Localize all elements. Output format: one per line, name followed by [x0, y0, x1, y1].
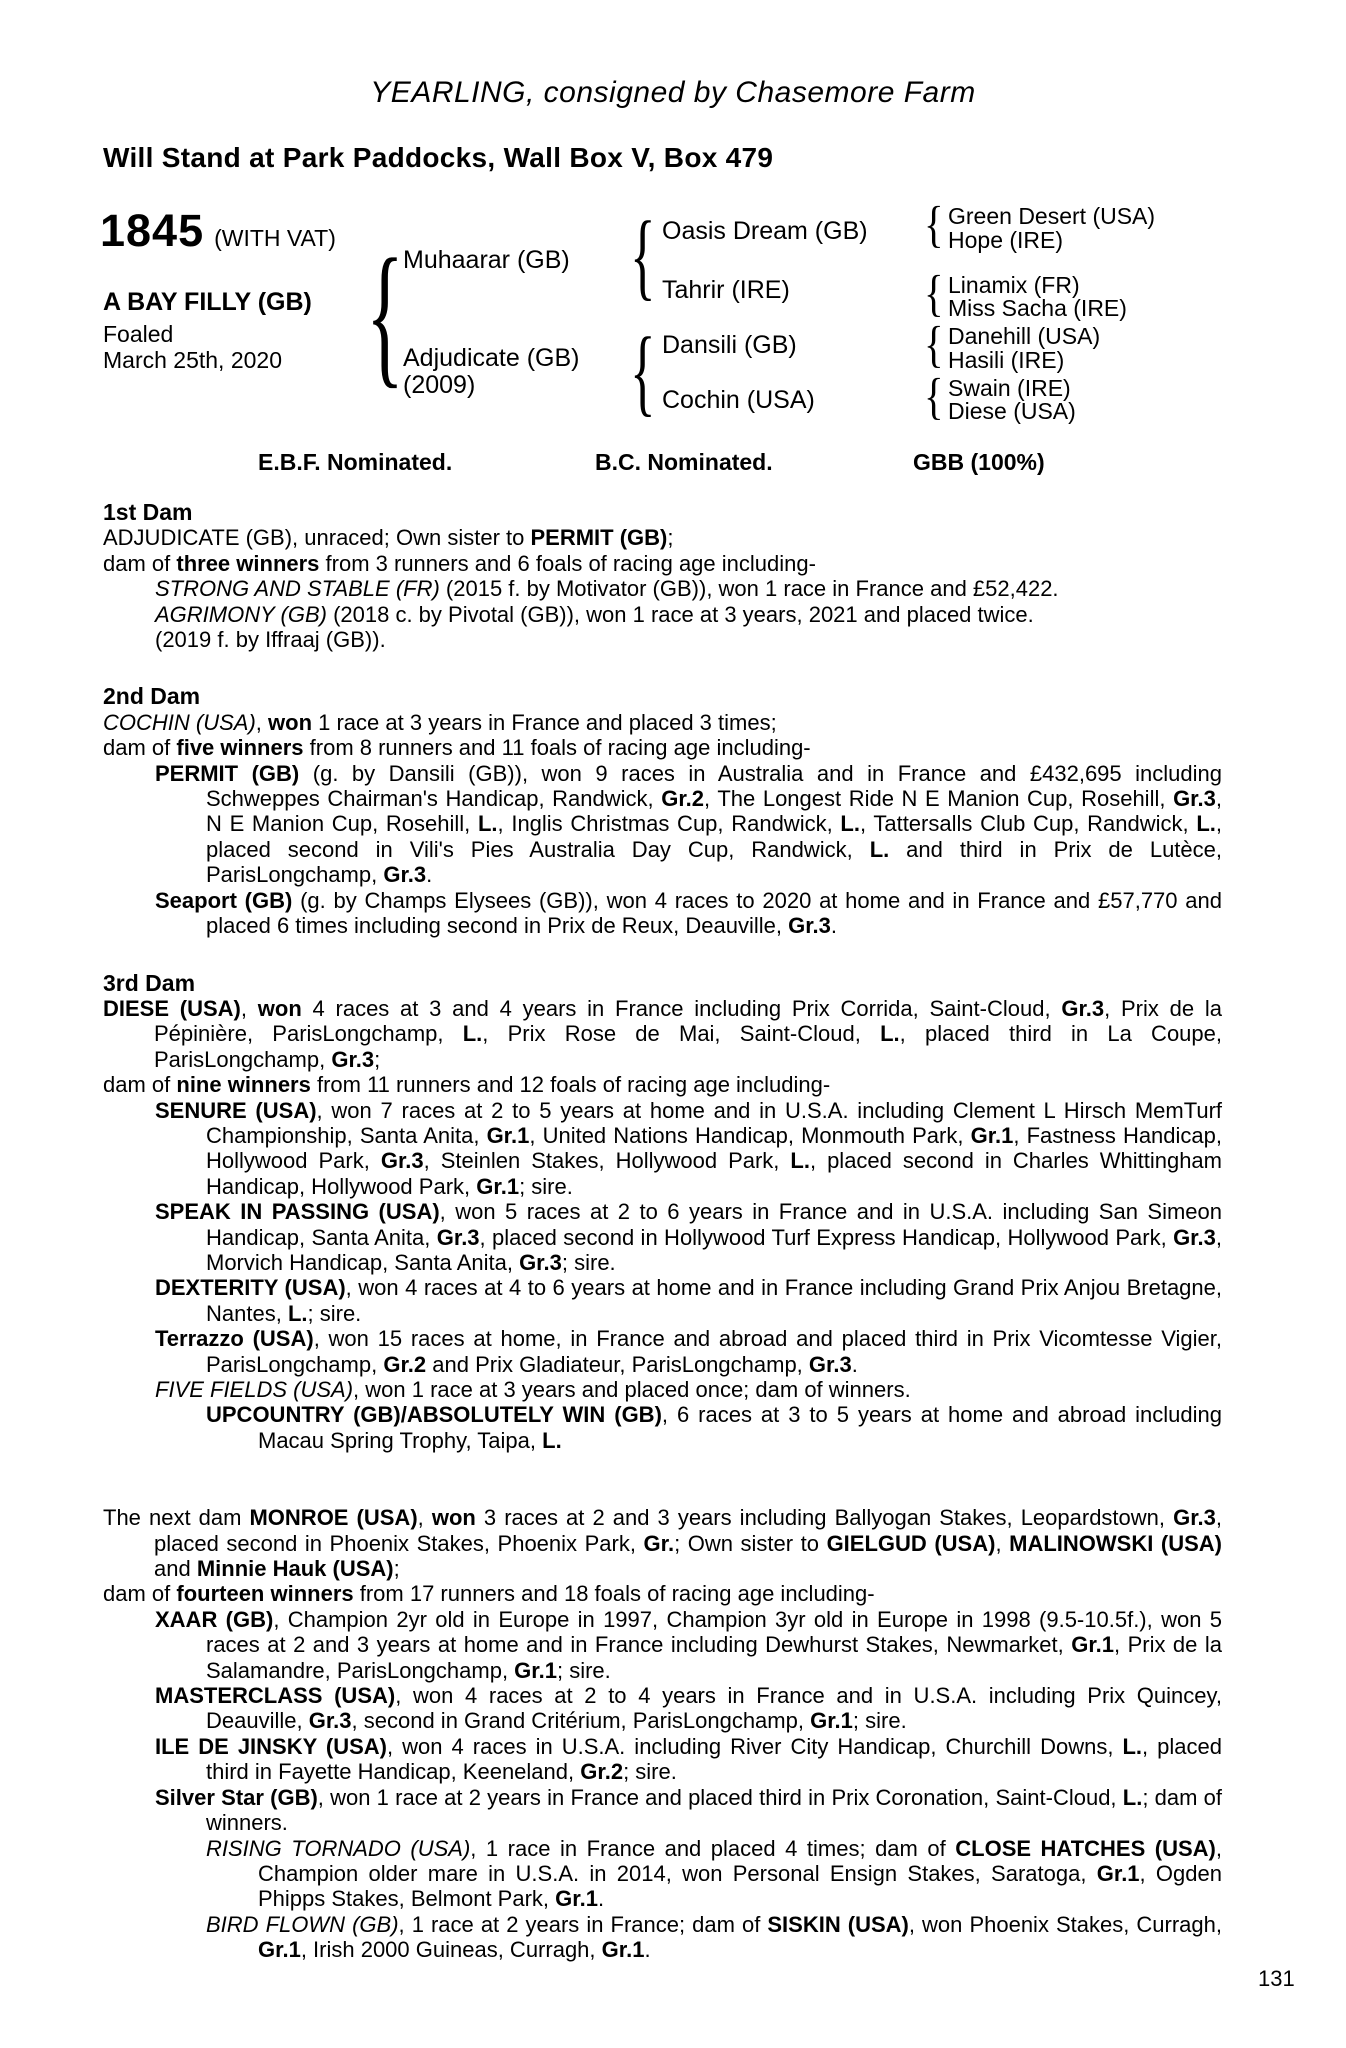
- gen3-name: Linamix (FR): [948, 272, 1080, 298]
- pedigree-paragraph: ADJUDICATE (GB), unraced; Own sister to PERMIT (GB);: [103, 525, 674, 551]
- pedigree-paragraph: Seaport (GB) (g. by Champs Elysees (GB)), won 4 races to 2020 at home and in France and £57,770 and placed 6 times including second in Prix de Reux, Deauville, Gr.3.: [155, 887, 1222, 939]
- gen3-name: Danehill (USA): [948, 323, 1101, 349]
- horse-name: A BAY FILLY (GB): [103, 288, 312, 316]
- dam-heading: 3rd Dam: [103, 969, 196, 996]
- page-number: 131: [1258, 1966, 1295, 1991]
- pedigree-paragraph: dam of nine winners from 11 runners and 12 foals of racing age including-: [103, 1072, 831, 1098]
- foaled-label: Foaled: [103, 321, 174, 347]
- lot-number: [100, 205, 336, 257]
- pedigree-paragraph: XAAR (GB), Champion 2yr old in Europe in 1997, Champion 3yr old in Europe in 1998 (9.5-10.5f.), won 5 races at 2 and 3 years at home and in France including Dewhurst Stakes, Newmarket, Gr.1, Prix de la Salamandre, ParisLongchamp, Gr.1; sire.: [155, 1606, 1222, 1683]
- gen3-name: Diese (USA): [948, 398, 1076, 424]
- pedigree-brace: {: [924, 197, 944, 253]
- gen3-name: Green Desert (USA): [948, 203, 1156, 229]
- gen3-name: Hope (IRE): [948, 227, 1064, 253]
- sire-dam-name: Tahrir (IRE): [662, 276, 790, 304]
- pedigree-paragraph: UPCOUNTRY (GB)/ABSOLUTELY WIN (GB), 6 races at 3 to 5 years at home and abroad including Macau Spring Trophy, Taipa, L.: [206, 1402, 1222, 1453]
- pedigree-paragraph: dam of three winners from 3 runners and 6 foals of racing age including-: [103, 550, 816, 576]
- vat-note: (WITH VAT): [214, 225, 336, 251]
- pedigree-paragraph: RISING TORNADO (USA), 1 race in France and placed 4 times; dam of CLOSE HATCHES (USA), Champion older mare in U.S.A. in 2014, won Personal Ensign Stakes, Saratoga, Gr.1, Ogden Phipps Stakes, Belmont Park, Gr.1.: [206, 1835, 1222, 1912]
- sire-sire-name: Oasis Dream (GB): [662, 217, 868, 245]
- pedigree-paragraph: The next dam MONROE (USA), won 3 races at 2 and 3 years including Ballyogan Stakes, Leopardstown, Gr.3, placed second in Phoenix Stakes, Phoenix Park, Gr.; Own sister to GIELGUD (USA), MALINOWSKI (USA) and Minnie Hauk (USA);: [103, 1505, 1223, 1582]
- pedigree-paragraph: DIESE (USA), won 4 races at 3 and 4 years in France including Prix Corrida, Saint-Cloud, Gr.3, Prix de la Pépinière, ParisLongchamp, L., Prix Rose de Mai, Saint-Cloud, L., placed third in La Coupe, ParisLongchamp, Gr.3;: [103, 995, 1222, 1072]
- pedigree-brace: {: [924, 317, 944, 373]
- pedigree-paragraph: dam of fourteen winners from 17 runners and 18 foals of racing age including-: [103, 1581, 875, 1607]
- dam-heading: 2nd Dam: [103, 683, 201, 710]
- gbb-label: GBB (100%): [913, 449, 1045, 475]
- pedigree-brace: {: [630, 318, 656, 425]
- pedigree-paragraph: Silver Star (GB), won 1 race at 2 years in France and placed third in Prix Coronation, Saint-Cloud, L.; dam of winners.: [155, 1784, 1223, 1836]
- dam-section: [103, 971, 1222, 1454]
- sire-name: Muhaarar (GB): [403, 246, 570, 274]
- pedigree-paragraph: PERMIT (GB) (g. by Dansili (GB)), won 9 races in Australia and in France and £432,695 including Schweppes Chairman's Handicap, Randwick, Gr.2, The Longest Ride N E Manion Cup, Rosehill, Gr.3, N E Manion Cup, Rosehill, L., Inglis Christmas Cup, Randwick, L., Tattersalls Club Cup, Randwick, L., placed second in Vili's Pies Australia Day Cup, Randwick, L. and third in Prix de Lutèce, ParisLongchamp, Gr.3.: [155, 760, 1222, 888]
- dam-dam-name: Cochin (USA): [662, 386, 815, 414]
- stand-location-line: Will Stand at Park Paddocks, Wall Box V, Box 479: [103, 142, 774, 173]
- gen3-name: Miss Sacha (IRE): [948, 295, 1127, 321]
- dam-sections: [103, 500, 1222, 1963]
- pedigree-brace: {: [924, 369, 944, 425]
- pedigree-paragraph: SPEAK IN PASSING (USA), won 5 races at 2 to 6 years in France and in U.S.A. including San Simeon Handicap, Santa Anita, Gr.3, placed second in Hollywood Turf Express Handicap, Hollywood Park, Gr.3, Morvich Handicap, Santa Anita, Gr.3; sire.: [155, 1199, 1222, 1275]
- ebf-nominated-label: E.B.F. Nominated.: [258, 449, 453, 475]
- dam-section: [103, 500, 1222, 652]
- pedigree-paragraph: (2019 f. by Iffraaj (GB)).: [155, 627, 386, 653]
- pedigree-paragraph: AGRIMONY (GB) (2018 c. by Pivotal (GB)), won 1 race at 3 years, 2021 and placed twice.: [155, 601, 1034, 627]
- pedigree-paragraph: DEXTERITY (USA), won 4 races at 4 to 6 years at home and in France including Grand Prix Anjou Bretagne, Nantes, L.; sire.: [155, 1275, 1223, 1326]
- pedigree-brace: {: [924, 266, 944, 322]
- pedigree-paragraph: FIVE FIELDS (USA), won 1 race at 3 years and placed once; dam of winners.: [155, 1377, 911, 1402]
- pedigree-paragraph: COCHIN (USA), won 1 race at 3 years in France and placed 3 times;: [103, 709, 777, 735]
- pedigree-paragraph: ILE DE JINSKY (USA), won 4 races in U.S.A. including River City Handicap, Churchill Downs, L., placed third in Fayette Handicap, Keeneland, Gr.2; sire.: [155, 1733, 1222, 1785]
- dam-section: [103, 1505, 1222, 1962]
- dam-name: Adjudicate (GB): [403, 344, 580, 372]
- pedigree-paragraph: STRONG AND STABLE (FR) (2015 f. by Motivator (GB)), won 1 race in France and £52,422.: [155, 576, 1059, 602]
- pedigree-brace: {: [366, 227, 404, 402]
- consignor-title: YEARLING, consigned by Chasemore Farm: [370, 76, 976, 109]
- dam-section: [103, 684, 1222, 938]
- bc-nominated-label: B.C. Nominated.: [595, 449, 773, 475]
- gen3-name: Swain (IRE): [948, 375, 1071, 401]
- lot-number-value: 1845: [100, 205, 205, 256]
- gen3-name: Hasili (IRE): [948, 347, 1065, 373]
- dam-sire-name: Dansili (GB): [662, 331, 797, 359]
- foaled-date: March 25th, 2020: [103, 347, 283, 373]
- dam-heading: 1st Dam: [103, 499, 193, 525]
- pedigree-paragraph: BIRD FLOWN (GB), 1 race at 2 years in France; dam of SISKIN (USA), won Phoenix Stakes, Curragh, Gr.1, Irish 2000 Guineas, Curragh, Gr.1.: [206, 1911, 1222, 1963]
- dam-year: (2009): [403, 371, 476, 399]
- pedigree-brace: {: [630, 202, 656, 309]
- pedigree-paragraph: dam of five winners from 8 runners and 11 foals of racing age including-: [103, 735, 811, 761]
- pedigree-paragraph: Terrazzo (USA), won 15 races at home, in France and abroad and placed third in Prix Vicomtesse Vigier, ParisLongchamp, Gr.2 and Prix Gladiateur, ParisLongchamp, Gr.3.: [155, 1326, 1222, 1377]
- pedigree-paragraph: MASTERCLASS (USA), won 4 races at 2 to 4 years in France and in U.S.A. including Prix Quincey, Deauville, Gr.3, second in Grand Critérium, ParisLongchamp, Gr.1; sire.: [155, 1683, 1222, 1734]
- pedigree-paragraph: SENURE (USA), won 7 races at 2 to 5 years at home and in U.S.A. including Clement L Hirsch MemTurf Championship, Santa Anita, Gr.1, United Nations Handicap, Monmouth Park, Gr.1, Fastness Handicap, Hollywood Park, Gr.3, Steinlen Stakes, Hollywood Park, L., placed second in Charles Whittingham Handicap, Hollywood Park, Gr.1; sire.: [155, 1097, 1223, 1199]
